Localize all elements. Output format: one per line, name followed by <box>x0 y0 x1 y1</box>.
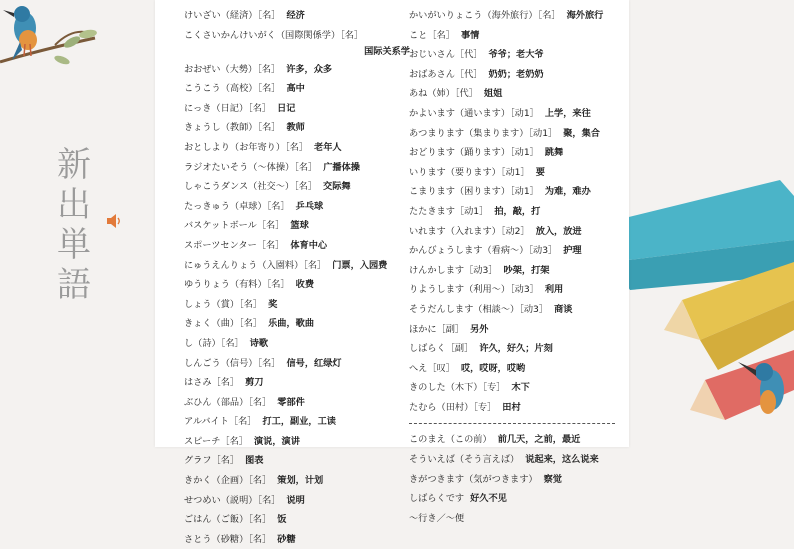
vocab-word: しゃこうダンス（社交～）［名］ <box>184 181 318 193</box>
vocab-entry <box>409 261 619 281</box>
vocab-translation: 零部件 <box>277 396 305 408</box>
vocab-word: きょうし（教師）［名］ <box>184 122 281 134</box>
vocab-translation: 图表 <box>245 455 264 467</box>
vocab-entry <box>184 530 410 549</box>
vocab-word: スピーチ［名］ <box>184 435 248 447</box>
vocab-translation: 砂糖 <box>277 533 296 545</box>
vocab-entry <box>409 430 619 450</box>
vocab-word: にっき（日記）［名］ <box>184 102 272 114</box>
vocab-word: そうだんします（相談～）［动3］ <box>409 303 549 315</box>
vocab-entry <box>409 143 619 163</box>
vocab-translation: 乐曲，歌曲 <box>268 318 315 330</box>
vocab-word: へえ［叹］ <box>409 362 455 374</box>
vocab-word: きかく（企画）［名］ <box>184 475 272 487</box>
vocab-translation: 经济 <box>286 10 305 21</box>
vocab-translation: 广播体操 <box>323 161 360 173</box>
vocab-word: スポーツセンター［名］ <box>184 239 285 251</box>
vocab-entry <box>409 222 619 242</box>
vocab-entry <box>184 197 410 217</box>
vocab-word: ～行き／～便 <box>409 512 465 524</box>
vocab-entry <box>184 118 410 138</box>
vocab-translation: 利用 <box>544 284 564 296</box>
vocab-translation: 事情 <box>460 29 480 41</box>
vocab-translation: 老年人 <box>314 141 342 153</box>
vocab-word: りようします（利用～）［动3］ <box>409 284 539 296</box>
vocab-translation: 门票，入园费 <box>332 259 388 271</box>
vocab-entry <box>184 158 410 178</box>
vocab-word: あね（姉）［代］ <box>409 88 478 100</box>
vocab-entry <box>184 177 410 197</box>
vocab-entry <box>184 6 410 26</box>
title-char: 語 <box>57 265 91 305</box>
vocab-translation: 诗歌 <box>249 337 269 349</box>
vocab-translation: 拍，敲，打 <box>494 205 541 217</box>
vocab-translation: 策划，计划 <box>277 475 324 487</box>
vocab-translation: 国际关系学 <box>364 46 410 58</box>
vocab-entry <box>409 84 619 104</box>
vocab-translation: 爷爷；老大爷 <box>488 49 544 61</box>
vocab-entry <box>184 451 410 471</box>
vocab-entry <box>184 491 410 511</box>
vocab-entry <box>184 79 410 99</box>
vocab-translation: 木下 <box>511 382 530 394</box>
vocab-word: きょく（曲）［名］ <box>184 318 263 330</box>
vocab-entry <box>409 26 619 46</box>
vocab-word: おおぜい（大勢）［名］ <box>184 63 281 75</box>
vocab-translation: 收费 <box>295 279 315 291</box>
vocabulary-column-left <box>184 6 410 549</box>
vocab-translation: 说明 <box>286 494 305 506</box>
vocab-word: かんびょうします（看病～）［动3］ <box>409 245 558 257</box>
vocab-translation: 为难，难办 <box>544 186 591 198</box>
vocab-entry <box>184 216 410 236</box>
vocab-entry <box>184 99 410 119</box>
vocab-entry <box>409 398 619 418</box>
vocab-translation: 演说，演讲 <box>253 435 300 447</box>
vocab-word: いれます（入れます）［动2］ <box>409 225 530 237</box>
vocab-translation: 饭 <box>277 514 287 526</box>
vocab-entry <box>409 65 619 85</box>
vocab-translation: 日记 <box>277 102 296 114</box>
vocab-translation: 护理 <box>563 245 582 257</box>
vocab-word: バスケットボール［名］ <box>184 220 285 232</box>
vocab-word: こくさいかんけいがく（国際関係学）［名］ <box>184 29 364 41</box>
vocab-translation: 前几天，之前，最近 <box>497 434 581 446</box>
vocab-entry <box>409 300 619 320</box>
vocab-entry <box>409 104 619 124</box>
vocab-word: いります（要ります）［动1］ <box>409 166 530 178</box>
vocab-translation: 说起来，这么说来 <box>525 454 599 466</box>
vocab-word: こまります（困ります）［动1］ <box>409 186 539 198</box>
vocab-translation: 放入，放进 <box>535 225 582 237</box>
new-words-title <box>52 145 96 305</box>
vocab-word: グラフ［名］ <box>184 455 240 467</box>
vocab-entry <box>184 236 410 256</box>
vocab-word: きがつきます（気がつきます） <box>409 473 538 485</box>
vocab-translation: 体育中心 <box>290 239 328 251</box>
vocab-word: しばらくです <box>409 493 465 505</box>
vocab-word: たたきます［动1］ <box>409 205 489 217</box>
vocab-translation: 交际舞 <box>323 181 351 193</box>
vocab-entry <box>184 60 410 80</box>
vocab-entry <box>184 256 410 276</box>
vocab-word: し（詩）［名］ <box>184 337 244 349</box>
vocab-translation: 好久不见 <box>470 493 507 505</box>
vocab-entry <box>409 450 619 470</box>
vocab-entry <box>409 202 619 222</box>
vocab-word: そういえば（そう言えば） <box>409 454 520 466</box>
vocab-word: たっきゅう（卓球）［名］ <box>184 200 290 212</box>
vocab-word: こうこう（高校）［名］ <box>184 83 281 95</box>
vocab-translation: 跳舞 <box>544 147 564 159</box>
vocab-entry <box>409 6 619 26</box>
vocab-entry <box>184 412 410 432</box>
vocab-word: さとう（砂糖）［名］ <box>184 533 272 545</box>
vocab-word: ごはん（ご飯）［名］ <box>184 514 272 526</box>
speaker-icon[interactable] <box>105 212 123 230</box>
vocab-entry <box>409 124 619 144</box>
vocab-translation: 海外旅行 <box>566 10 604 21</box>
vocab-translation: 另外 <box>470 323 489 335</box>
vocab-entry <box>184 373 410 393</box>
vocab-entry <box>184 432 410 452</box>
vocab-word: ラジオたいそう（～体操）［名］ <box>184 161 318 173</box>
vocab-translation: 信号，红绿灯 <box>286 357 342 369</box>
vocab-entry <box>409 489 619 509</box>
vocab-word: はさみ［名］ <box>184 377 240 389</box>
vocab-entry <box>184 275 410 295</box>
vocab-word: かいがいりょこう（海外旅行）［名］ <box>409 10 561 21</box>
vocab-translation: 聚，集合 <box>563 127 600 139</box>
vocab-entry <box>184 138 410 158</box>
vocab-entry <box>409 45 619 65</box>
vocab-translation: 察觉 <box>543 473 562 485</box>
vocabulary-column-right <box>409 6 619 528</box>
vocab-entry <box>409 359 619 379</box>
vocab-translation: 田村 <box>502 401 521 413</box>
vocab-word: けいざい（経済）［名］ <box>184 10 281 21</box>
title-char: 新 <box>57 145 91 185</box>
vocab-entry <box>184 354 410 374</box>
vocab-translation: 打工，副业，工读 <box>262 416 336 428</box>
vocab-translation: 上学，来往 <box>544 107 591 119</box>
vocab-word: おじいさん［代］ <box>409 49 483 61</box>
vocab-translation: 奖 <box>268 298 278 310</box>
vocab-translation: 乒乓球 <box>295 200 324 212</box>
vocab-translation: 剪刀 <box>245 377 264 389</box>
vocab-entry <box>409 320 619 340</box>
vocab-entry <box>184 26 410 60</box>
vocab-entry <box>409 339 619 359</box>
vocab-word: せつめい（説明）［名］ <box>184 494 281 506</box>
vocab-word: このまえ（この前） <box>409 434 492 446</box>
vocab-word: こと［名］ <box>409 29 455 41</box>
vocab-word: けんかします［动3］ <box>409 264 498 276</box>
vocab-translation: 篮球 <box>290 220 309 232</box>
vocab-word: ゆうりょう（有料）［名］ <box>184 279 290 291</box>
vocab-translation: 哎，哎呀，哎哟 <box>460 362 526 374</box>
vocab-translation: 姐姐 <box>483 88 503 100</box>
vocab-word: にゅうえんりょう（入園料）［名］ <box>184 259 327 271</box>
vocab-word: アルバイト［名］ <box>184 416 257 428</box>
vocab-translation: 许久，好久；片刻 <box>479 343 553 355</box>
vocab-entry <box>184 471 410 491</box>
vocab-word: ぶひん（部品）［名］ <box>184 396 272 408</box>
vocab-word: おとしより（お年寄り）［名］ <box>184 141 309 153</box>
vocab-entry <box>409 509 619 529</box>
vocab-entry <box>184 314 410 334</box>
vocab-word: かよいます（通います）［动1］ <box>409 107 539 119</box>
vocab-entry <box>184 334 410 354</box>
vocab-entry <box>184 510 410 530</box>
vocab-entry <box>409 470 619 490</box>
vocab-translation: 奶奶；老奶奶 <box>488 68 544 80</box>
vocab-entry <box>409 163 619 183</box>
section-divider <box>409 423 615 424</box>
vocab-entry <box>409 182 619 202</box>
title-char: 単 <box>57 225 91 265</box>
vocab-entry <box>184 393 410 413</box>
vocab-entry <box>409 241 619 261</box>
vocab-translation: 要 <box>535 166 545 178</box>
vocab-word: おばあさん［代］ <box>409 68 483 80</box>
vocab-translation: 吵架，打架 <box>503 264 550 276</box>
vocab-word: あつまります（集まります）［动1］ <box>409 127 558 139</box>
vocab-word: きのした（木下）［专］ <box>409 382 506 394</box>
kingfisher-bird-illustration-top <box>0 6 98 66</box>
vocab-translation: 商谈 <box>554 303 573 315</box>
vocab-word: しばらく［副］ <box>409 343 474 355</box>
vocab-translation: 高中 <box>286 83 305 95</box>
vocab-entry <box>409 280 619 300</box>
vocab-word: しょう（賞）［名］ <box>184 298 263 310</box>
vocab-entry <box>409 378 619 398</box>
vocab-word: しんごう（信号）［名］ <box>184 357 281 369</box>
title-char: 出 <box>57 185 91 225</box>
vocab-translation: 教师 <box>286 122 305 134</box>
vocab-word: たむら（田村）［专］ <box>409 401 497 413</box>
vocab-entry <box>184 295 410 315</box>
vocab-word: ほかに［副］ <box>409 323 465 335</box>
vocab-translation: 许多，众多 <box>286 63 333 75</box>
vocab-word: おどります（踊ります）［动1］ <box>409 147 539 159</box>
